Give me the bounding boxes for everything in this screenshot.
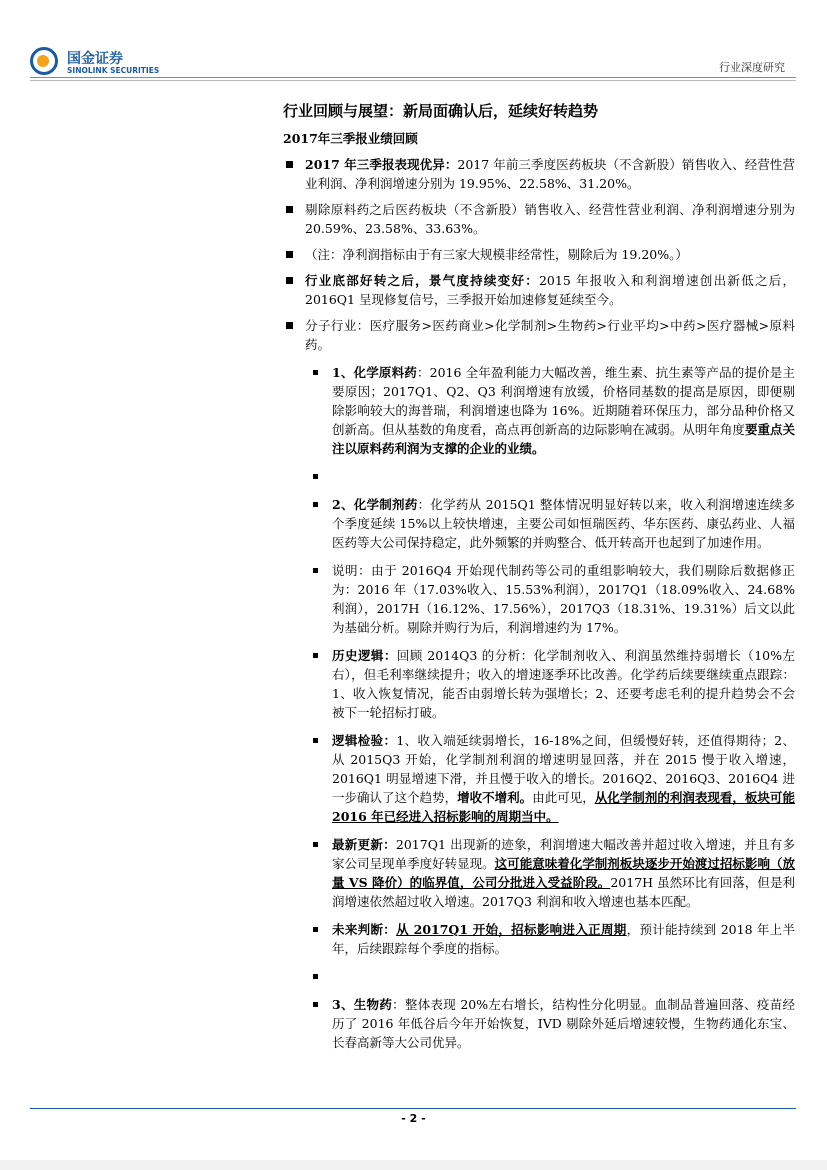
item-lead: 未来判断：	[332, 922, 397, 937]
item-text: ：整体表现 20%左右增长，结构性分化明显。血制品普遍回落、疫苗经历了 2016 年低谷后今年开始恢复，IVD 剔除外延后增速较慢，生物药通化东宝、长春高新等大公司优异。	[332, 997, 795, 1050]
list-item	[283, 245, 795, 264]
section-title: 行业回顾与展望：新局面确认后，延续好转趋势	[283, 102, 599, 120]
square-bullet-icon	[286, 251, 293, 258]
item-lead: 逻辑检验：	[332, 733, 397, 748]
sub-list-item	[310, 835, 795, 911]
sub-list-item	[310, 920, 795, 958]
header-divider	[30, 77, 796, 78]
item-lead: 行业底部好转之后，景气度持续变好：	[305, 273, 539, 288]
item-underlined: 从化学制剂的利润表现看，板块可能 2016 年已经进入招标影响的周期当中。	[332, 790, 795, 824]
item-text: 2017 年前三季度医药板块（不含新股）销售收入、经营性营业利润、净利润增速分别为 19.95%、22.58%、31.20%。	[305, 157, 795, 191]
square-bullet-icon	[313, 370, 318, 375]
list-item	[283, 200, 795, 238]
square-bullet-icon	[286, 161, 293, 168]
sub-list-item-empty	[310, 967, 795, 986]
list-item	[283, 271, 795, 309]
square-bullet-icon	[313, 1002, 318, 1007]
item-emphasis: 增收不增利。	[457, 790, 533, 805]
item-lead: 1、化学原料药	[332, 365, 417, 380]
item-text: ，预计能持续到 2018 年上半年，后续跟踪每个季度的指标。	[332, 922, 795, 956]
square-bullet-icon	[313, 474, 318, 479]
logo-chinese-name: 国金证券	[67, 51, 123, 67]
item-underlined: 从 2017Q1 开始，招标影响进入正周期	[396, 922, 627, 937]
footer-divider	[30, 1108, 796, 1109]
item-text-2: 由此可见，	[532, 790, 595, 805]
bottom-band	[0, 1160, 827, 1170]
sub-list-item	[310, 561, 795, 637]
header-divider-thin	[30, 80, 796, 81]
sub-list-item	[310, 363, 795, 458]
company-logo	[30, 47, 170, 79]
square-bullet-icon	[313, 842, 318, 847]
logo-dot-icon	[37, 55, 49, 67]
sub-list-item-empty	[310, 467, 795, 486]
item-lead: 3、生物药	[332, 997, 393, 1012]
item-text: 1、收入端延续弱增长，16-18%之间，但缓慢好转，还值得期待；2、从 2015Q3 开始，化学制剂利润的增速明显回落，并在 2015 慢于收入增速，2016Q1 明显增速下滑，并且慢于收入的增长。2016Q2、2016Q3、2016Q4 进一步确认了这个趋势，	[332, 733, 795, 805]
sub-list-item	[310, 495, 795, 552]
item-text: 分子行业：医疗服务>医药商业>化学制剂>生物药>行业平均>中药>医疗器械>原料药。	[305, 318, 795, 352]
logo-english-name: SINOLINK SECURITIES	[67, 66, 160, 75]
item-text: 2017Q1 出现新的迹象，利润增速大幅改善并超过收入增速，并且有多家公司呈现单季度好转显现。	[332, 837, 795, 871]
item-underlined: 这可能意味着化学制剂板块逐步开始渡过招标影响（放量 VS 降价）的临界值，公司分批进入受益阶段。	[332, 856, 795, 890]
item-lead: 2、化学制剂药	[332, 497, 418, 512]
square-bullet-icon	[286, 206, 293, 213]
item-text: 回顾 2014Q3 的分析：化学制剂收入、利润虽然维持弱增长（10%左右），但毛利率继续提升；收入的增速逐季环比改善。化学药后续要继续重点跟踪：1、收入恢复情况，能否由弱增长转为强增长；2、还要考虑毛利的提升趋势会不会被下一轮招标打破。	[332, 648, 795, 720]
item-text: 剔除原料药之后医药板块（不含新股）销售收入、经营性营业利润、净利润增速分别为 20.59%、23.58%、33.63%。	[305, 202, 795, 236]
list-item	[283, 155, 795, 193]
item-text: ：2016 全年盈利能力大幅改善，维生素、抗生素等产品的提价是主要原因；2017Q1、Q2、Q3 利润增速有放缓，价格同基数的提高是原因，即便剔除影响较大的海普瑞，利润增速也降为 16%。近期随着环保压力，部分品种价格又创新高。但从基数的角度看，高点再创新高的边际影响在减弱。从明年角度	[332, 365, 795, 437]
item-emphasis: 要重点关注以原料药利润为支撑的企业的业绩。	[332, 422, 795, 456]
item-lead: 最新更新：	[332, 837, 396, 852]
sub-list-item	[310, 731, 795, 826]
item-text: 说明：由于 2016Q4 开始现代制药等公司的重组影响较大，我们剔除后数据修正为：2016 年（17.03%收入、15.53%利润），2017Q1（18.09%收入、24.68%利润），2017H（16.12%、17.56%），2017Q3（18.31%、19.31%）后文以此为基础分析。剔除并购行为后，利润增速约为 17%。	[332, 563, 795, 635]
item-text: （注：净利润指标由于有三家大规模非经常性，剔除后为 19.20%。）	[305, 247, 688, 262]
sub-list-item	[310, 646, 795, 722]
item-text-2: 2017H 虽然环比有回落，但是利润增速依然超过收入增速。2017Q3 利润和收入增速也基本匹配。	[332, 875, 796, 909]
square-bullet-icon	[313, 568, 318, 573]
page-number: - 2 -	[401, 1112, 426, 1125]
square-bullet-icon	[313, 653, 318, 658]
page-header	[0, 0, 827, 100]
square-bullet-icon	[313, 927, 318, 932]
sub-list-item	[310, 995, 795, 1052]
section-subtitle: 2017年三季报业绩回顾	[283, 131, 418, 146]
item-text: ：化学药从 2015Q1 整体情况明显好转以来，收入利润增速连续多个季度延续 15%以上较快增速，主要公司如恒瑞医药、华东医药、康弘药业、人福医药等大公司保持稳定，此外频繁的并购整合、低开转高开也起到了加速作用。	[332, 497, 795, 550]
list-item	[283, 316, 795, 354]
item-text: 2015 年报收入和利润增速创出新低之后，2016Q1 呈现修复信号，三季报开始加速修复延续至今。	[305, 273, 795, 307]
square-bullet-icon	[313, 738, 318, 743]
square-bullet-icon	[286, 277, 293, 284]
square-bullet-icon	[286, 322, 293, 329]
item-lead: 历史逻辑：	[332, 648, 397, 663]
square-bullet-icon	[313, 974, 318, 979]
square-bullet-icon	[313, 502, 318, 507]
item-lead: 2017 年三季报表现优异：	[305, 157, 458, 172]
report-type-label: 行业深度研究	[719, 61, 785, 74]
main-content	[283, 100, 795, 1052]
